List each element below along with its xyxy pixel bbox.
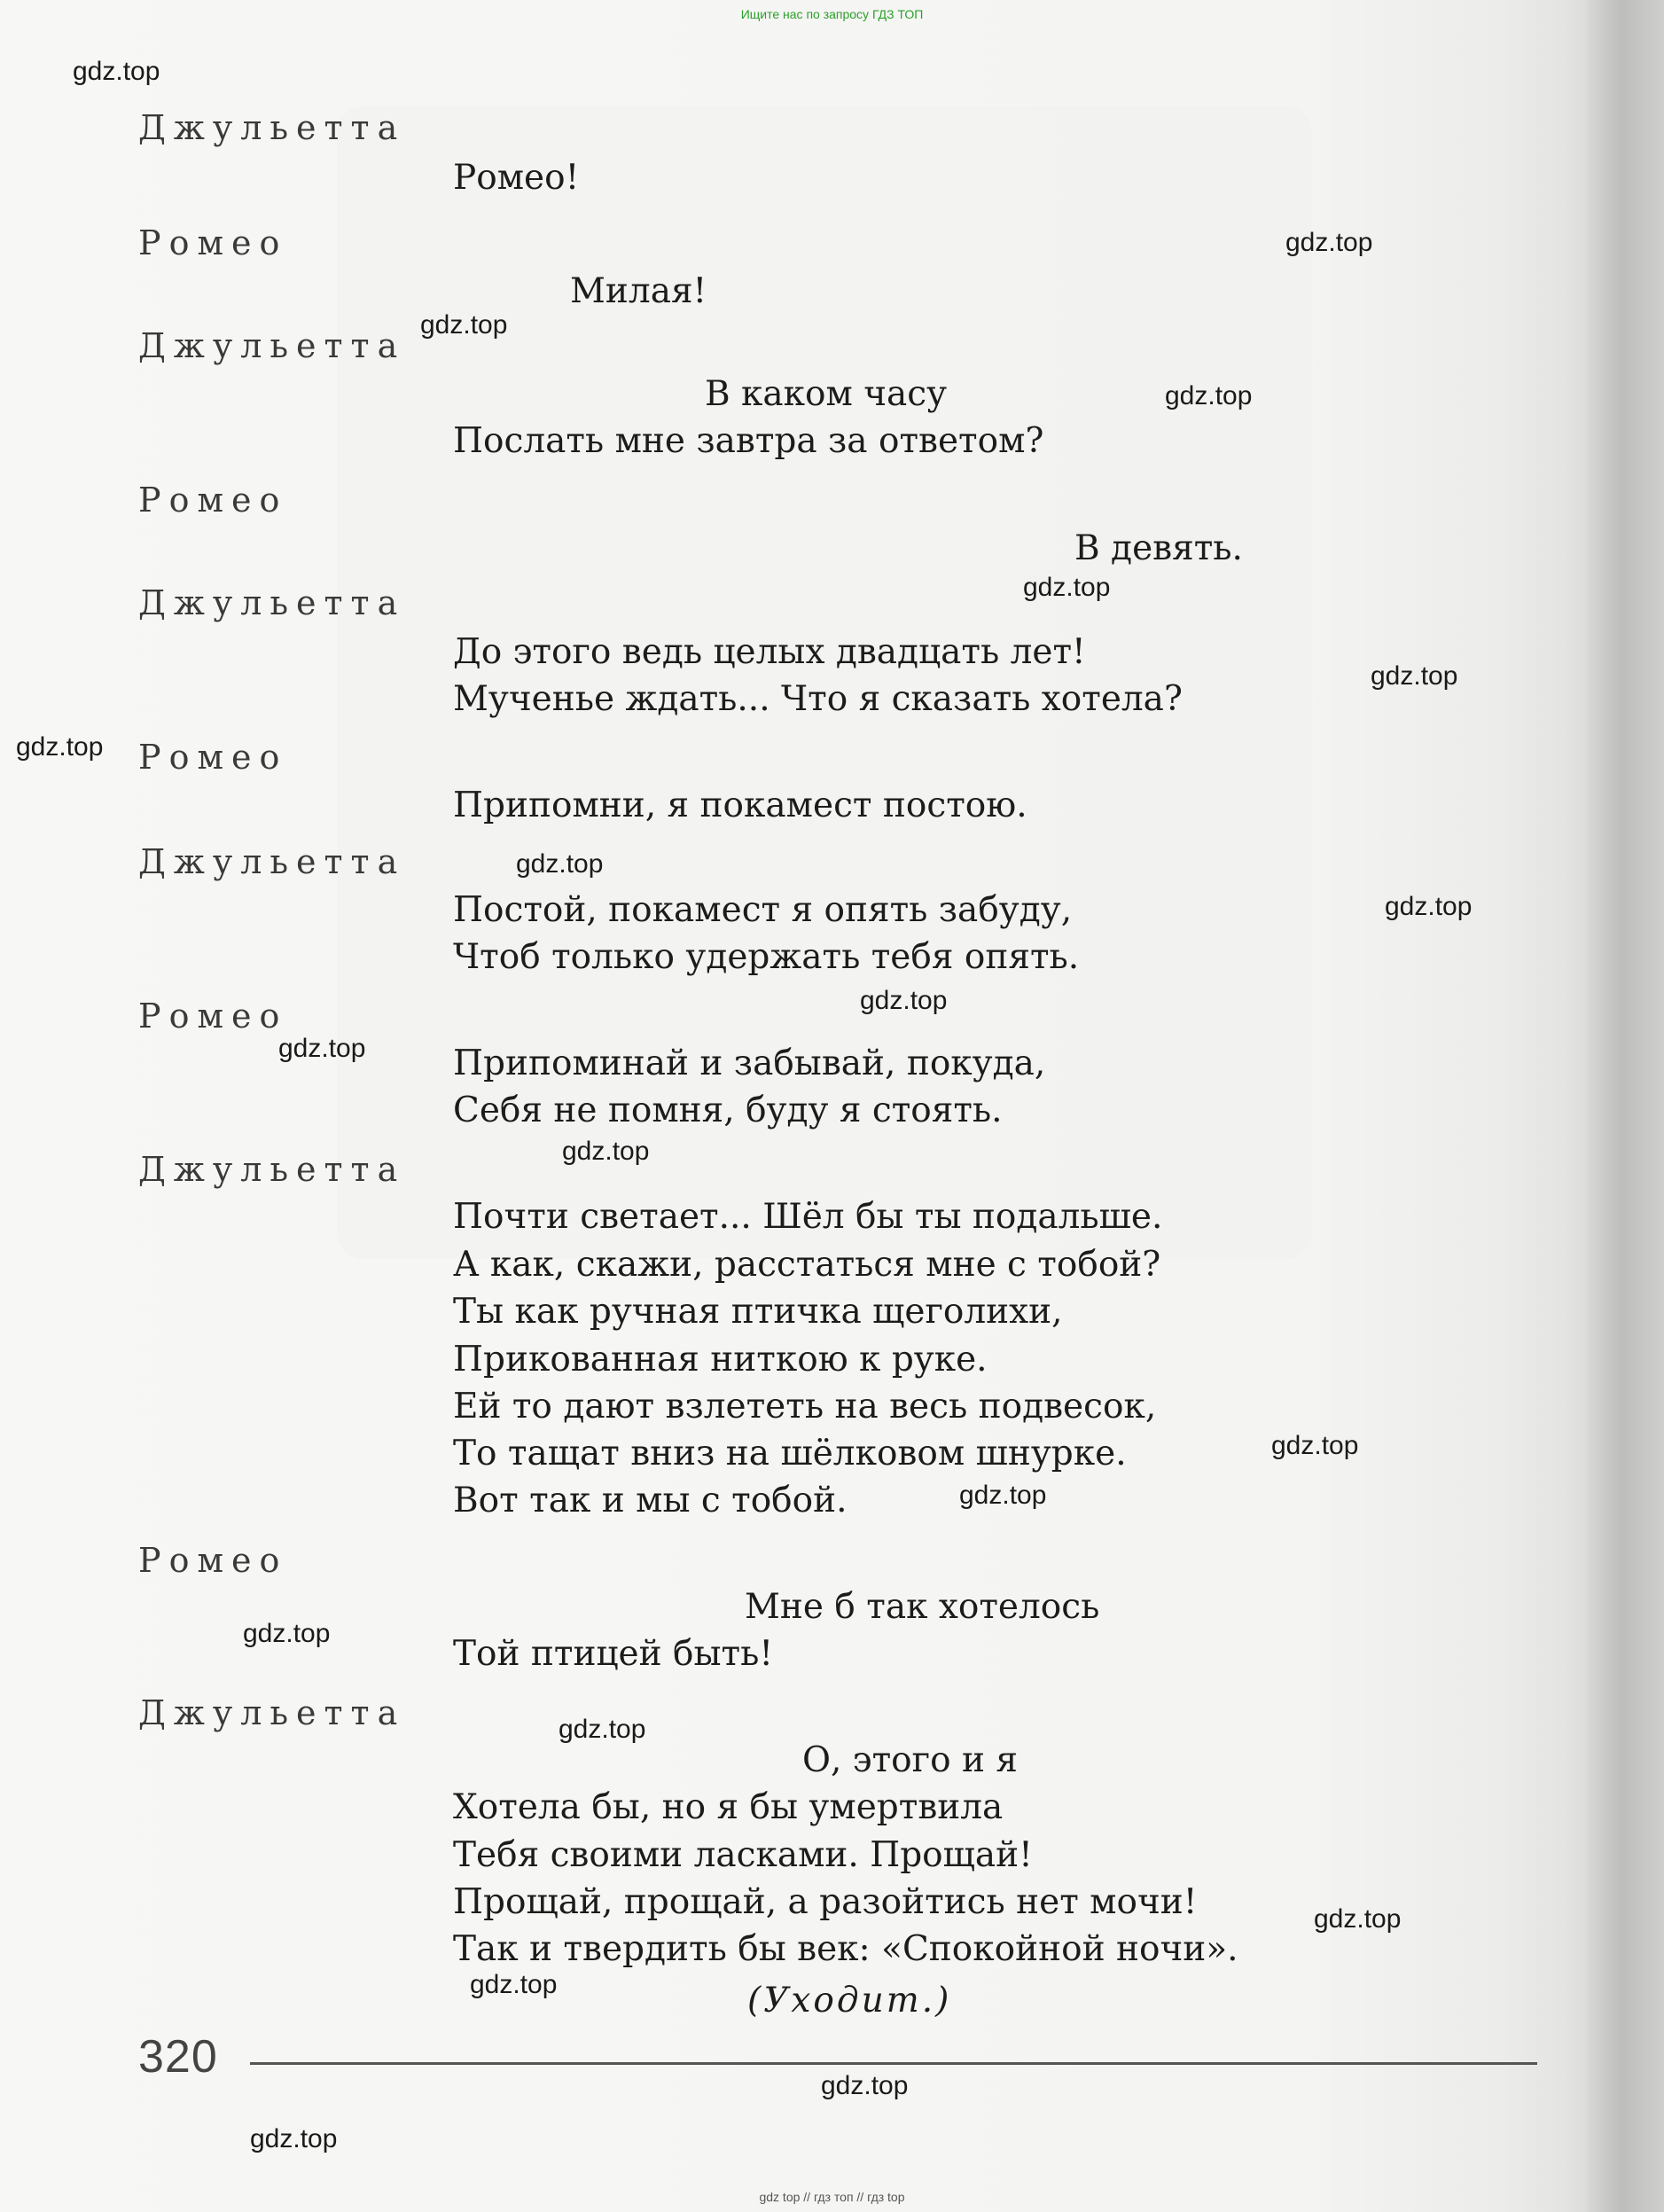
watermark: gdz.top (16, 732, 104, 762)
speaker-juliet: Джульетта (138, 1150, 406, 1189)
verse-line: Припоминай и забывай, покуда, (453, 1043, 1046, 1083)
watermark: gdz.top (278, 1034, 366, 1063)
watermark: gdz.top (860, 986, 948, 1015)
verse-line: Себя не помня, буду я стоять. (453, 1090, 1003, 1130)
verse-line: В каком часу (705, 374, 948, 414)
watermark: gdz.top (73, 57, 160, 86)
verse-line: Той птицей быть! (453, 1634, 773, 1674)
verse-line: Послать мне завтра за ответом? (453, 421, 1044, 461)
verse-line: Чтоб только удержать тебя опять. (453, 937, 1080, 977)
watermark: gdz.top (250, 2124, 338, 2153)
speaker-romeo: Ромео (138, 1541, 288, 1580)
speaker-romeo: Ромео (138, 738, 288, 777)
verse-line: Хотела бы, но я бы умертвила (453, 1787, 1004, 1827)
speaker-juliet: Джульетта (138, 326, 406, 365)
footer-rule (250, 2062, 1537, 2065)
watermark: gdz.top (1371, 661, 1458, 691)
verse-line: Милая! (570, 271, 707, 311)
stage-direction: (Уходит.) (747, 1981, 952, 2021)
watermark: gdz.top (1314, 1904, 1402, 1934)
header-note: Ищите нас по запросу ГДЗ ТОП (740, 7, 924, 21)
footer-note: gdz top // гдз топ // гдз top (759, 2190, 905, 2204)
verse-line: Прикованная ниткою к руке. (453, 1340, 988, 1380)
watermark: gdz.top (243, 1619, 331, 1648)
verse-line: Прощай, прощай, а разойтись нет мочи! (453, 1882, 1198, 1922)
verse-line: Тебя своими ласками. Прощай! (453, 1835, 1033, 1875)
watermark: gdz.top (959, 1481, 1047, 1510)
verse-line: То тащат вниз на шёлковом шнурке. (453, 1434, 1127, 1473)
verse-line: Мне б так хотелось (745, 1587, 1100, 1627)
verse-line: Мученье ждать... Что я сказать хотела? (453, 679, 1183, 719)
speaker-juliet: Джульетта (138, 1693, 406, 1732)
watermark: gdz.top (1271, 1431, 1359, 1460)
watermark: gdz.top (420, 310, 508, 340)
speaker-romeo: Ромео (138, 223, 288, 262)
speaker-romeo: Ромео (138, 997, 288, 1036)
verse-line: Почти светает... Шёл бы ты подальше. (453, 1197, 1163, 1237)
speaker-romeo: Ромео (138, 481, 288, 520)
watermark: gdz.top (470, 1970, 558, 1999)
verse-line: Постой, покамест я опять забуду, (453, 890, 1073, 930)
watermark: gdz.top (516, 849, 604, 879)
watermark: gdz.top (1165, 381, 1253, 410)
speaker-juliet: Джульетта (138, 108, 406, 147)
verse-line: О, этого и я (802, 1740, 1018, 1780)
verse-line: А как, скажи, расстаться мне с тобой? (453, 1245, 1161, 1285)
watermark: gdz.top (559, 1715, 646, 1744)
watermark: gdz.top (1023, 573, 1111, 602)
verse-line: Так и твердить бы век: «Спокойной ночи». (453, 1929, 1238, 1969)
watermark: gdz.top (562, 1137, 650, 1166)
page-number: 320 (138, 2031, 218, 2083)
speaker-juliet: Джульетта (138, 583, 406, 622)
verse-line: Припомни, я покамест постою. (453, 786, 1027, 825)
watermark: gdz.top (1285, 228, 1373, 257)
verse-line: В девять. (1074, 528, 1243, 568)
verse-line: Ромео! (453, 158, 580, 198)
speaker-juliet: Джульетта (138, 842, 406, 881)
page-edge-shadow (1587, 0, 1664, 2212)
verse-line: Вот так и мы с тобой. (453, 1481, 848, 1520)
verse-line: До этого ведь целых двадцать лет! (453, 632, 1086, 672)
watermark: gdz.top (1385, 892, 1473, 921)
verse-line: Ей то дают взлететь на весь подвесок, (453, 1387, 1157, 1426)
verse-line: Ты как ручная птичка щеголихи, (453, 1292, 1063, 1332)
watermark: gdz.top (821, 2071, 909, 2100)
